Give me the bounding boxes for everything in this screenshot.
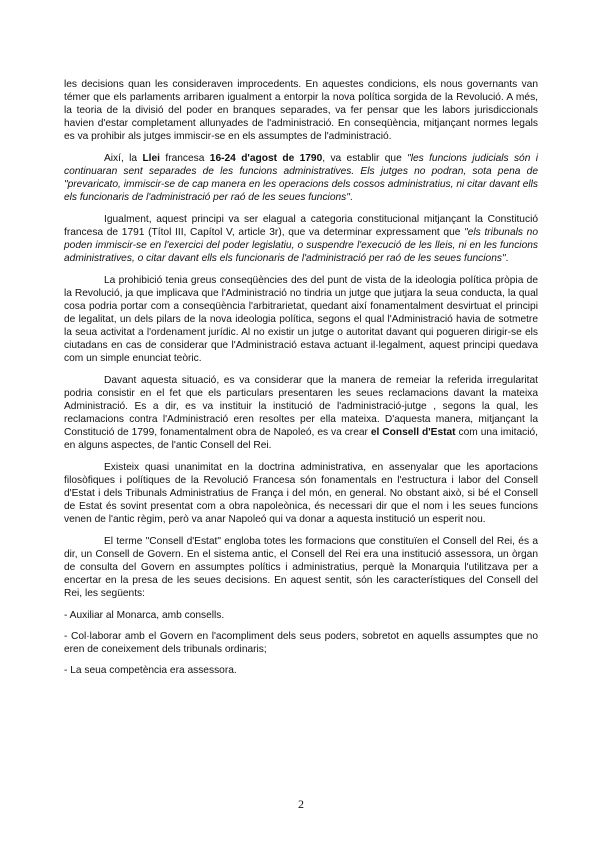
page-number: 2 bbox=[298, 797, 304, 811]
paragraph-7: El terme "Consell d'Estat" engloba totes les formacions que constituïen el Consell del Rei, és a dir, un Consell de Govern. En el sistema antic, el Consell del Rei era una institució assessora, un òrgan de consulta del Govern en assumptes polítics i administratius, perquè la Monarquia l'utilitzava per a encertar en la presa de les seues decisions. En aquest sentit, són les característiques del Consell del Rei, les següents: bbox=[64, 535, 538, 600]
p2-quote: "les funcions judicials són i continuaran sent separades de les funcions administratives. Els jutges no podran, sota pena de "prevaricato, immiscir-se de cap manera en les operacions dels cossos administratius, ni citar davant ells els funcionaris de l'administració per raó de les seues funcions" bbox=[64, 152, 538, 204]
paragraph-2 bbox=[64, 152, 538, 204]
paragraph-1: les decisions quan les consideraven improcedents. En aquestes condicions, els nous governants van témer que els parlaments arribaren igualment a entorpir la nova política sorgida de la Revolució. A més, la teoria de la divisió del poder en branques separades, va fer pensar que les labors jurisdiccionals havien d'estar completament allunyades de l'administració. En conseqüència, mitjançant normes legals es va prohibir als jutges immiscir-se en els assumptes de l'administració. bbox=[64, 79, 538, 143]
p2-bold-llei: Llei bbox=[142, 152, 161, 164]
p3-text-c: . bbox=[505, 253, 509, 265]
p2-text-c: francesa bbox=[160, 152, 210, 164]
p5-text-c: com una imitació, en alguns aspectes, de l'antic Consell del Rei. bbox=[64, 427, 538, 452]
p3-text-a: Igualment, aquest principi va ser elagual a categoria constitucional mitjançant la Constitució francesa de 1791 (Títol III, Capítol V, article 3r), que va determinar expressament que bbox=[64, 213, 538, 238]
paragraph-4: La prohibició tenia greus conseqüències des del punt de vista de la ideologia política pròpia de la Revolució, ja que implicava que l'Administració no tindria un jutge que jutjara la seua conducta, la qual cosa podria portar com a conseqüència l'arbitrarietat, quedant així fonamentalment desvirtuat el principi de legalitat, un dels pilars de la nova ideologia política, segons el qual l'Administració havia de sotmetre la seua activitat a l'ordenament jurídic. Al no existir un jutge o autoritat davant qui pogueren dirigir-se els ciutadans en cas de considerar que l'Administració estava actuant il·legalment, aquest principi quedava com un simple enunciat teòric. bbox=[64, 274, 538, 365]
paragraph-5 bbox=[64, 374, 538, 453]
paragraph-3 bbox=[64, 213, 538, 265]
list-item: - Auxiliar al Monarca, amb consells. bbox=[64, 609, 225, 621]
p5-bold-consell: el Consell d'Estat bbox=[370, 427, 456, 439]
list-item: - La seua competència era assessora. bbox=[64, 665, 237, 677]
p2-text-e: , va establir que bbox=[322, 152, 408, 164]
paragraph-6: Existeix quasi unanimitat en la doctrina administrativa, en assenyalar que les aportacions filosòfiques i polítiques de la Revolució Francesa són fonamentals en l'estructura i labor del Consell d'Estat i dels Tribunals Administratius de França i del món, en general. No obstant això, si bé el Consell de Estat és sovint presentat com a obra napoleònica, és necessari dir que el nom i les seues funcions venen de l'antic règim, però va anar Napoleó qui va donar a aquesta institució un esperit nou. bbox=[64, 461, 538, 526]
p2-text-g: . bbox=[349, 192, 353, 204]
list-item: - Col·laborar amb el Govern en l'acompliment dels seus poders, sobretot en aquells assumptes que no eren de coneixement dels tribunals ordinaris; bbox=[64, 630, 538, 656]
p3-quote: "els tribunals no poden immiscir-se en l'exercici del poder legislatiu, o suspendre l'execució de les lleis, ni en les funcions administratives, o citar davant ells els funcionaris de l'administració per raó de les seues funcions" bbox=[64, 226, 538, 265]
p2-bold-date: 16-24 d'agost de 1790 bbox=[209, 152, 323, 164]
document-body bbox=[64, 78, 538, 685]
p2-text-a: Així, la bbox=[104, 152, 143, 164]
p5-text-a: Davant aquesta situació, es va considerar que la manera de remeiar la referida irregularitat podria consistir en el fet que els particulars presentaren les seues reclamacions davant la mateixa Administració. Es a dir, es va instituir la institució de l'administració-jutge , segons la qual, les reclamacions contra l'Administració eren resoltes per ella mateixa. D'aquesta manera, mitjançant la Constitució de 1799, fonamentalment obra de Napoleó, es va crear bbox=[64, 374, 538, 439]
